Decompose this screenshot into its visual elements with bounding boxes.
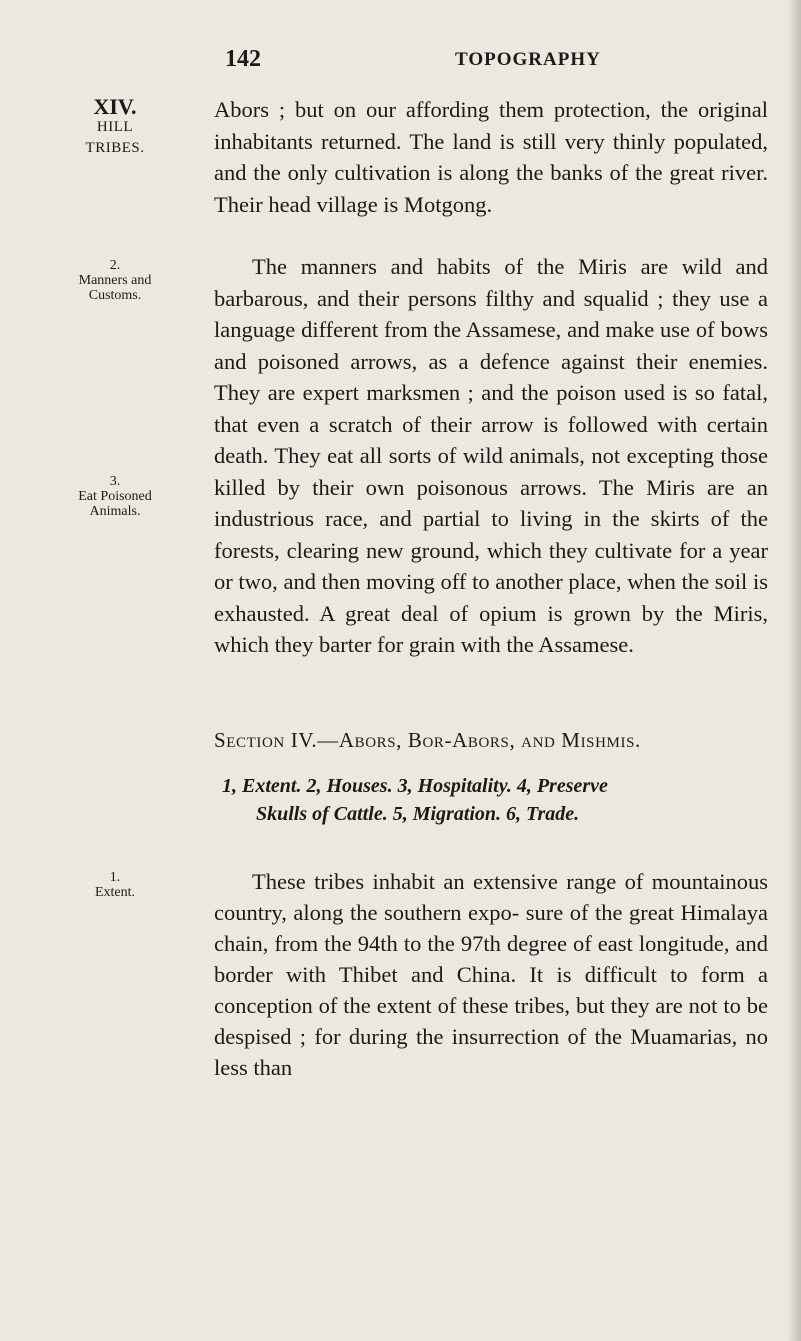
page-header xyxy=(225,46,725,76)
paragraph-2: The manners and habits of the Miris are wild and barbarous, and their persons filthy and squalid ; they use a language different from the Assamese, and make use of bows and poisoned arrows, as a defence against their enemies. They are expert marksmen ; and the poison used is so fatal, that even a scratch of their arrow is followed with certain death. They eat all sorts of wild animals, not excepting those killed by their own poisonous arrows. The Miris are an industrious race, and partial to living in the skirts of the forests, clearing new ground, which they cultivate for a year or two, and then moving off to another place, when the soil is exhausted. A great deal of opium is grown by the Miris, which they barter for grain with the Assamese. xyxy=(214,254,768,657)
chapter-number: XIV. xyxy=(93,94,137,119)
page-edge-shadow xyxy=(787,0,801,1341)
margin-note-number: 1. xyxy=(109,870,121,885)
margin-note-extent xyxy=(50,870,180,900)
margin-note-number: 3. xyxy=(109,474,121,489)
chapter-label-line2: TRIBES. xyxy=(85,140,145,156)
margin-note-text-line2: Animals. xyxy=(89,504,141,519)
section-heading xyxy=(214,728,784,753)
margin-note-manners xyxy=(50,258,180,303)
paragraph-1: Abors ; but on our affording them protection, the original inhabitants returned. The land is still very thinly populated, and the only cultivation is along the banks of the great river. Their head village is Motgong. xyxy=(214,97,768,217)
margin-note-poisoned xyxy=(50,474,180,519)
margin-note-text-line1: Extent. xyxy=(94,885,136,900)
margin-note-text-line1: Eat Poisoned xyxy=(78,489,152,504)
page-number: 142 xyxy=(225,46,261,72)
margin-note-text-line1: Manners and xyxy=(78,273,152,288)
margin-note-number: 2. xyxy=(109,258,121,273)
section-contents xyxy=(214,772,774,828)
chapter-label-line1: HILL xyxy=(96,119,134,135)
contents-line-2: Skulls of Cattle. 5, Migration. 6, Trade. xyxy=(256,803,580,825)
running-head: TOPOGRAPHY xyxy=(455,49,601,70)
margin-note-hill-tribes xyxy=(60,92,170,156)
paragraph-3: These tribes inhabit an extensive range of mountainous country, along the southern expo- sure of the great Himalaya chain, from the 94th to the 97th degree of east longitude, and border with Thibet and China. It is difficult to form a conception of the extent of these tribes, but they are not to be despised ; for during the insurrection of the Muamarias, no less than xyxy=(214,869,768,1080)
margin-note-text-line2: Customs. xyxy=(88,288,142,303)
contents-line-1: 1, Extent. 2, Houses. 3, Hospitality. 4, Preserve xyxy=(222,775,608,797)
section-heading-text: Section IV.—Abors, Bor-Abors, and Mishmis. xyxy=(214,728,641,752)
